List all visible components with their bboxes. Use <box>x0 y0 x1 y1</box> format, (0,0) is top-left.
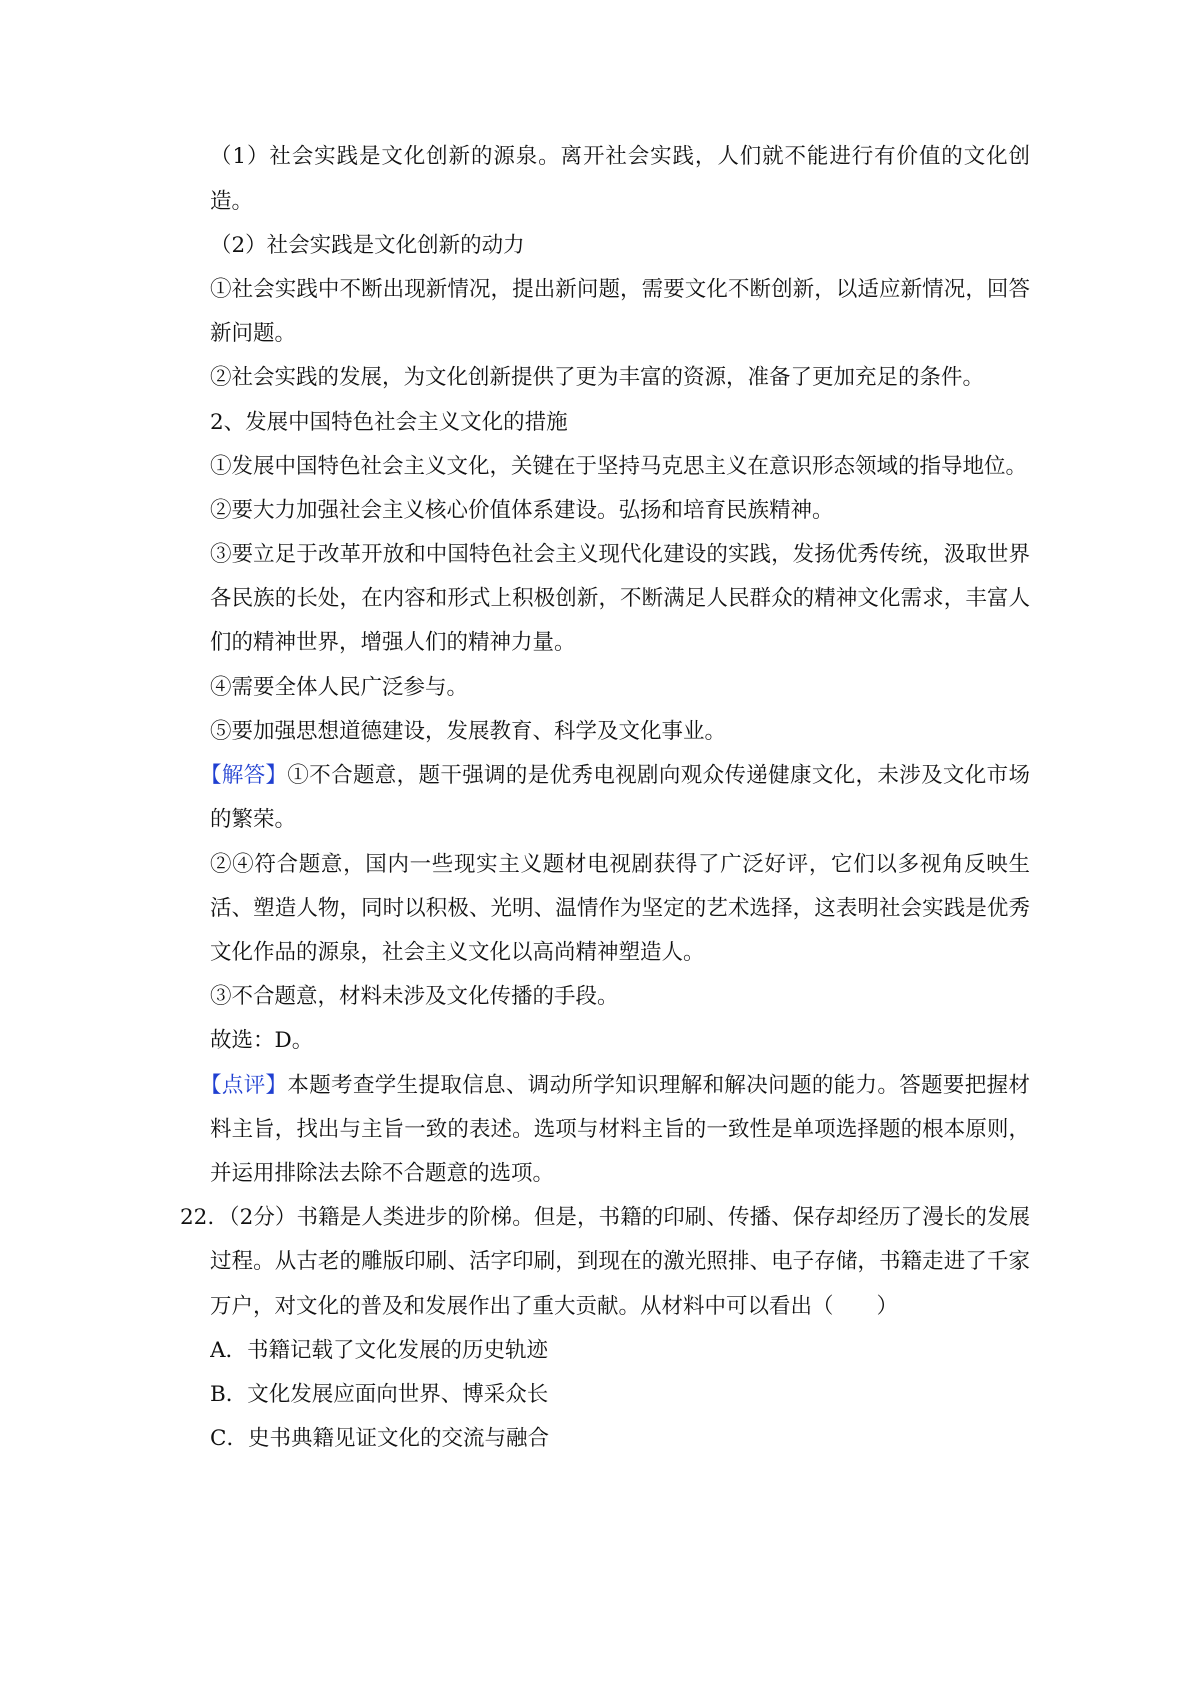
text-line: 们的精神世界，增强人们的精神力量。 <box>210 630 576 655</box>
option-a: A．书籍记载了文化发展的历史轨迹 <box>210 1338 549 1363</box>
option-b: B．文化发展应面向世界、博采众长 <box>210 1382 549 1407</box>
question-text-line: 过程。从古老的雕版印刷、活字印刷，到现在的激光照排、电子存储，书籍走进了千家 <box>210 1249 1030 1274</box>
question-text-line: 万户，对文化的普及和发展作出了重大贡献。从材料中可以看出（ ） <box>210 1294 899 1319</box>
text-line: ①发展中国特色社会主义文化，关键在于坚持马克思主义在意识形态领域的指导地位。 <box>210 454 1028 479</box>
text-line: 新问题。 <box>210 321 297 346</box>
question-text: （2分）书籍是人类进步的阶梯。但是，书籍的印刷、传播、保存却经历了漫长的发展 <box>218 1205 1030 1230</box>
text-line: ④需要全体人民广泛参与。 <box>210 675 469 700</box>
text-line: ②④符合题意，国内一些现实主义题材电视剧获得了广泛好评，它们以多视角反映生 <box>210 852 1030 877</box>
text-line: （1）社会实践是文化创新的源泉。离开社会实践，人们就不能进行有价值的文化创 <box>210 144 1030 169</box>
text-line: 2、发展中国特色社会主义文化的措施 <box>210 410 568 435</box>
option-c: C．史书典籍见证文化的交流与融合 <box>210 1426 549 1451</box>
text-line: 文化作品的源泉，社会主义文化以高尚精神塑造人。 <box>210 940 705 965</box>
text-line: 料主旨，找出与主旨一致的表述。选项与材料主旨的一致性是单项选择题的根本原则， <box>210 1117 1030 1142</box>
answer-tag: 【解答】 <box>200 763 288 788</box>
text-line: 的繁荣。 <box>210 807 297 832</box>
question-number: 22. <box>180 1205 215 1230</box>
comment-first-line <box>200 1071 1030 1101</box>
text-line: 并运用排除法去除不合题意的选项。 <box>210 1161 555 1186</box>
text-line: ③不合题意，材料未涉及文化传播的手段。 <box>210 984 619 1009</box>
text-line: ①社会实践中不断出现新情况，提出新问题，需要文化不断创新，以适应新情况，回答 <box>210 277 1030 302</box>
answer-first-line <box>200 761 1030 791</box>
answer-text: ①不合题意，题干强调的是优秀电视剧向观众传递健康文化，未涉及文化市场 <box>287 763 1030 788</box>
comment-text: 本题考查学生提取信息、调动所学知识理解和解决问题的能力。答题要把握材 <box>287 1073 1030 1098</box>
text-line: ⑤要加强思想道德建设，发展教育、科学及文化事业。 <box>210 719 727 744</box>
text-line: 活、塑造人物，同时以积极、光明、温情作为坚定的艺术选择，这表明社会实践是优秀 <box>210 896 1030 921</box>
text-line: ②要大力加强社会主义核心价值体系建设。弘扬和培育民族精神。 <box>210 498 834 523</box>
comment-tag: 【点评】 <box>200 1073 288 1098</box>
text-line: （2）社会实践是文化创新的动力 <box>210 233 525 258</box>
text-line: 造。 <box>210 189 254 214</box>
text-line: ③要立足于改革开放和中国特色社会主义现代化建设的实践，发扬优秀传统，汲取世界 <box>210 542 1030 567</box>
text-line: 各民族的长处，在内容和形式上积极创新，不断满足人民群众的精神文化需求，丰富人 <box>210 586 1030 611</box>
text-line: ②社会实践的发展，为文化创新提供了更为丰富的资源，准备了更加充足的条件。 <box>210 365 985 390</box>
text-line: 故选：D。 <box>210 1028 314 1053</box>
